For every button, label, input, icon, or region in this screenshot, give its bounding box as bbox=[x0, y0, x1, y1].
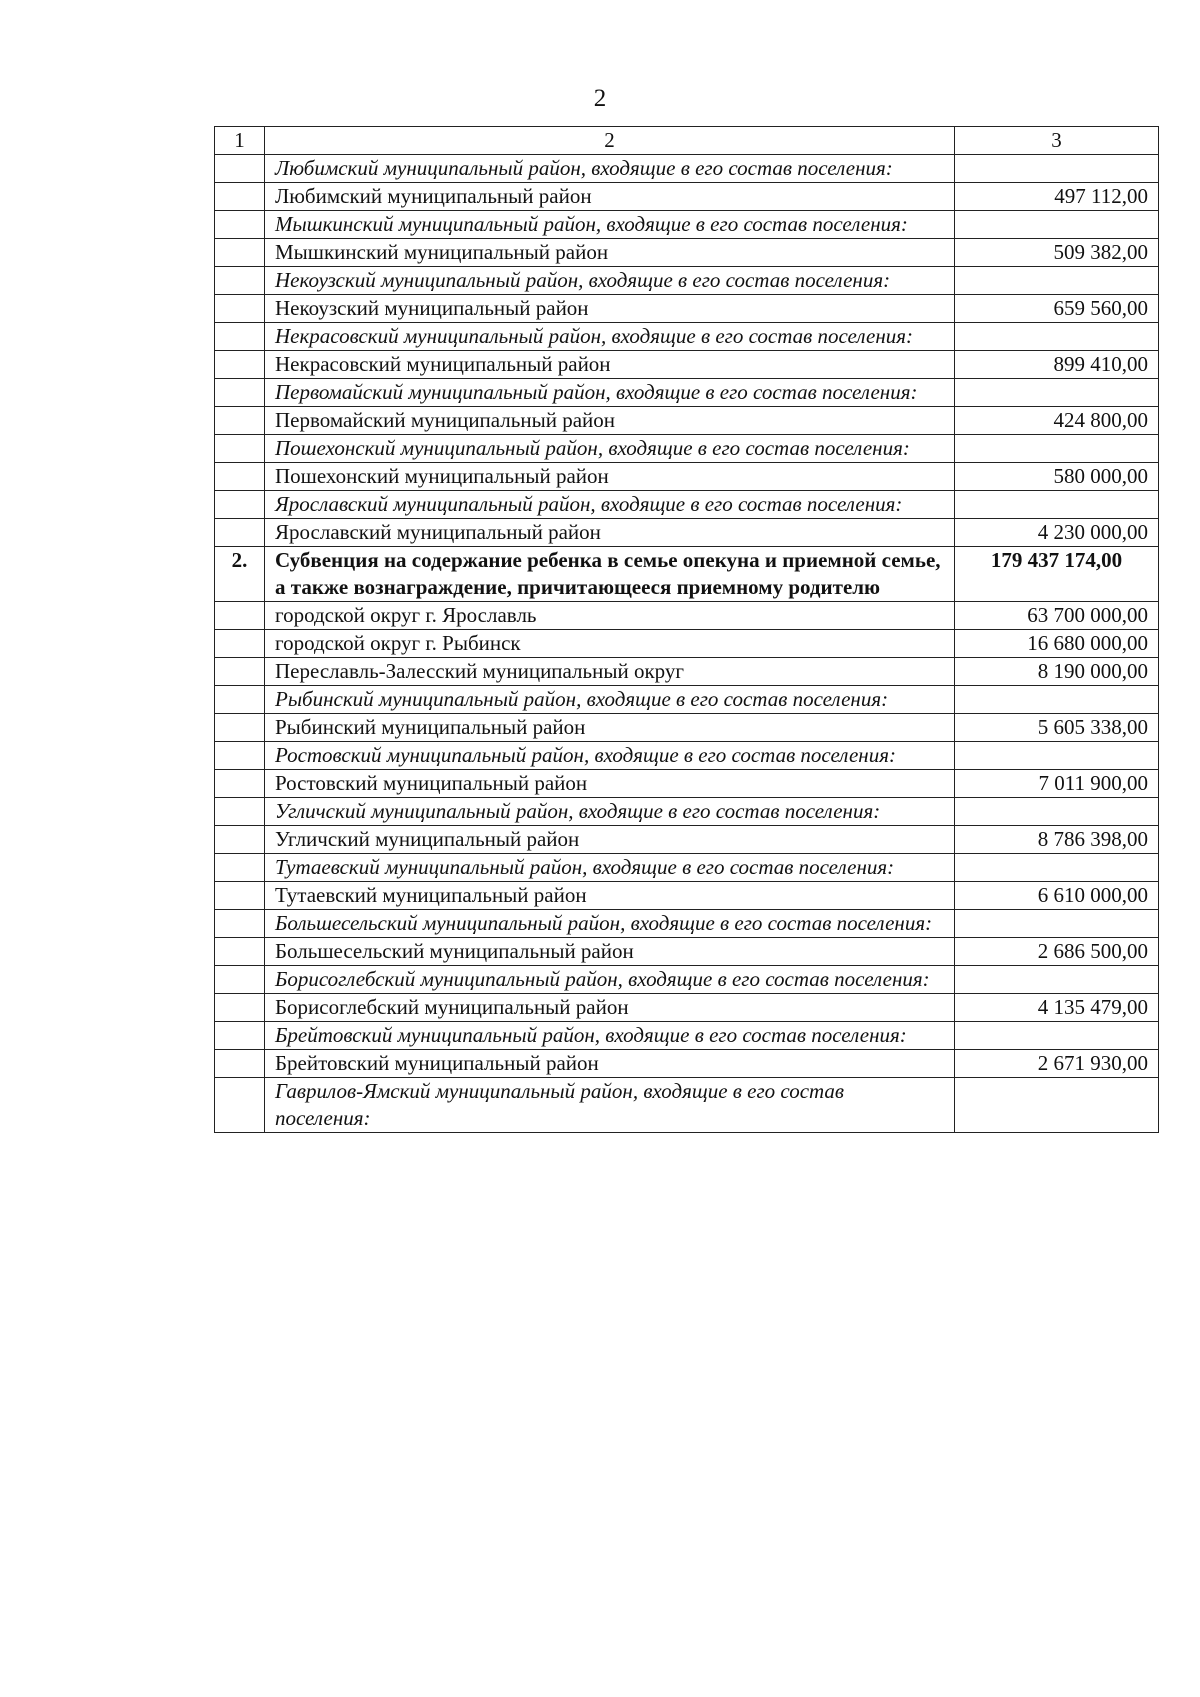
row-number-cell bbox=[215, 994, 265, 1022]
row-label: Некоузский муниципальный район, входящие в его состав поселения: bbox=[265, 267, 955, 295]
row-amount bbox=[955, 267, 1159, 295]
table-row bbox=[215, 686, 1159, 714]
row-amount: 16 680 000,00 bbox=[955, 630, 1159, 658]
row-amount: 8 786 398,00 bbox=[955, 826, 1159, 854]
row-label: Брейтовский муниципальный район, входящие в его состав поселения: bbox=[265, 1022, 955, 1050]
row-number-cell bbox=[215, 379, 265, 407]
row-label: Переславль-Залесский муниципальный округ bbox=[265, 658, 955, 686]
table-row bbox=[215, 351, 1159, 379]
row-number-cell bbox=[215, 742, 265, 770]
row-number-cell bbox=[215, 183, 265, 211]
row-number-cell bbox=[215, 686, 265, 714]
row-label: Любимский муниципальный район bbox=[265, 183, 955, 211]
row-number-cell bbox=[215, 714, 265, 742]
row-number-cell bbox=[215, 1050, 265, 1078]
row-label: Рыбинский муниципальный район bbox=[265, 714, 955, 742]
row-number-cell bbox=[215, 602, 265, 630]
row-number-cell bbox=[215, 854, 265, 882]
table-row bbox=[215, 630, 1159, 658]
table-row bbox=[215, 882, 1159, 910]
table-row bbox=[215, 966, 1159, 994]
row-amount: 580 000,00 bbox=[955, 463, 1159, 491]
header-col-3: 3 bbox=[955, 127, 1159, 155]
row-label: Тутаевский муниципальный район bbox=[265, 882, 955, 910]
row-number-cell bbox=[215, 910, 265, 938]
table-row bbox=[215, 1022, 1159, 1050]
header-row bbox=[215, 127, 1159, 155]
row-number-cell bbox=[215, 1022, 265, 1050]
row-amount bbox=[955, 1078, 1159, 1133]
row-number-cell bbox=[215, 239, 265, 267]
row-amount bbox=[955, 798, 1159, 826]
row-number-cell bbox=[215, 435, 265, 463]
row-label: Мышкинский муниципальный район bbox=[265, 239, 955, 267]
row-amount: 497 112,00 bbox=[955, 183, 1159, 211]
row-label: Первомайский муниципальный район bbox=[265, 407, 955, 435]
table-row bbox=[215, 798, 1159, 826]
row-number-cell bbox=[215, 295, 265, 323]
row-label: Любимский муниципальный район, входящие в его состав поселения: bbox=[265, 155, 955, 183]
table-row bbox=[215, 295, 1159, 323]
row-amount: 4 135 479,00 bbox=[955, 994, 1159, 1022]
table-row bbox=[215, 155, 1159, 183]
table-row bbox=[215, 826, 1159, 854]
row-number-cell bbox=[215, 211, 265, 239]
row-label: Пошехонский муниципальный район, входящие в его состав поселения: bbox=[265, 435, 955, 463]
table-row bbox=[215, 938, 1159, 966]
row-amount: 509 382,00 bbox=[955, 239, 1159, 267]
header-col-1: 1 bbox=[215, 127, 265, 155]
row-amount: 6 610 000,00 bbox=[955, 882, 1159, 910]
row-label: городской округ г. Рыбинск bbox=[265, 630, 955, 658]
table-row bbox=[215, 323, 1159, 351]
table-row bbox=[215, 379, 1159, 407]
row-label: Некоузский муниципальный район bbox=[265, 295, 955, 323]
row-amount bbox=[955, 435, 1159, 463]
row-label: Некрасовский муниципальный район bbox=[265, 351, 955, 379]
row-label: Гаврилов-Ямский муниципальный район, входящие в его состав поселения: bbox=[265, 1078, 955, 1133]
section-2-number: 2. bbox=[215, 547, 265, 602]
row-number-cell bbox=[215, 267, 265, 295]
row-label: Мышкинский муниципальный район, входящие в его состав поселения: bbox=[265, 211, 955, 239]
table-row bbox=[215, 602, 1159, 630]
table-row bbox=[215, 1078, 1159, 1133]
section-2-title: Субвенция на содержание ребенка в семье опекуна и приемной семье, а также вознаграждение, причитающееся приемному родителю bbox=[265, 547, 955, 602]
row-number-cell bbox=[215, 407, 265, 435]
section-2-total: 179 437 174,00 bbox=[955, 547, 1159, 602]
table-row bbox=[215, 491, 1159, 519]
row-label: Угличский муниципальный район, входящие в его состав поселения: bbox=[265, 798, 955, 826]
row-amount bbox=[955, 155, 1159, 183]
row-number-cell bbox=[215, 770, 265, 798]
row-number-cell bbox=[215, 658, 265, 686]
table-row bbox=[215, 714, 1159, 742]
row-amount bbox=[955, 854, 1159, 882]
row-amount: 899 410,00 bbox=[955, 351, 1159, 379]
table-row bbox=[215, 854, 1159, 882]
header-col-2: 2 bbox=[265, 127, 955, 155]
row-label: Рыбинский муниципальный район, входящие в его состав поселения: bbox=[265, 686, 955, 714]
row-label: городской округ г. Ярославль bbox=[265, 602, 955, 630]
row-amount: 5 605 338,00 bbox=[955, 714, 1159, 742]
row-label: Большесельский муниципальный район bbox=[265, 938, 955, 966]
row-number-cell bbox=[215, 491, 265, 519]
row-number-cell bbox=[215, 1078, 265, 1133]
row-amount bbox=[955, 1022, 1159, 1050]
row-label: Пошехонский муниципальный район bbox=[265, 463, 955, 491]
row-amount: 7 011 900,00 bbox=[955, 770, 1159, 798]
row-number-cell bbox=[215, 938, 265, 966]
row-label: Борисоглебский муниципальный район, входящие в его состав поселения: bbox=[265, 966, 955, 994]
table-row bbox=[215, 183, 1159, 211]
row-number-cell bbox=[215, 826, 265, 854]
row-label: Некрасовский муниципальный район, входящие в его состав поселения: bbox=[265, 323, 955, 351]
row-number-cell bbox=[215, 630, 265, 658]
table-row bbox=[215, 658, 1159, 686]
table-row bbox=[215, 770, 1159, 798]
table-row bbox=[215, 463, 1159, 491]
table-row bbox=[215, 1050, 1159, 1078]
table-row bbox=[215, 239, 1159, 267]
row-number-cell bbox=[215, 155, 265, 183]
section-2-title-row bbox=[215, 547, 1159, 602]
row-label: Ярославский муниципальный район, входящие в его состав поселения: bbox=[265, 491, 955, 519]
row-label: Брейтовский муниципальный район bbox=[265, 1050, 955, 1078]
row-label: Большесельский муниципальный район, входящие в его состав поселения: bbox=[265, 910, 955, 938]
table-row bbox=[215, 211, 1159, 239]
row-number-cell bbox=[215, 966, 265, 994]
table-row bbox=[215, 910, 1159, 938]
table-row bbox=[215, 519, 1159, 547]
row-amount: 2 671 930,00 bbox=[955, 1050, 1159, 1078]
row-amount bbox=[955, 491, 1159, 519]
row-amount: 8 190 000,00 bbox=[955, 658, 1159, 686]
row-number-cell bbox=[215, 351, 265, 379]
row-number-cell bbox=[215, 798, 265, 826]
subsidy-table bbox=[214, 126, 1159, 1133]
row-amount bbox=[955, 742, 1159, 770]
row-label: Первомайский муниципальный район, входящие в его состав поселения: bbox=[265, 379, 955, 407]
row-amount: 63 700 000,00 bbox=[955, 602, 1159, 630]
row-amount bbox=[955, 379, 1159, 407]
table-row bbox=[215, 435, 1159, 463]
table-body bbox=[215, 127, 1159, 1133]
row-amount: 4 230 000,00 bbox=[955, 519, 1159, 547]
page-number: 2 bbox=[593, 85, 607, 112]
row-amount: 659 560,00 bbox=[955, 295, 1159, 323]
table-row bbox=[215, 742, 1159, 770]
row-label: Борисоглебский муниципальный район bbox=[265, 994, 955, 1022]
table-row bbox=[215, 407, 1159, 435]
row-number-cell bbox=[215, 882, 265, 910]
row-label: Ярославский муниципальный район bbox=[265, 519, 955, 547]
row-amount bbox=[955, 323, 1159, 351]
row-amount bbox=[955, 686, 1159, 714]
row-label: Ростовский муниципальный район bbox=[265, 770, 955, 798]
row-label: Тутаевский муниципальный район, входящие в его состав поселения: bbox=[265, 854, 955, 882]
row-amount bbox=[955, 910, 1159, 938]
row-label: Угличский муниципальный район bbox=[265, 826, 955, 854]
table-row bbox=[215, 267, 1159, 295]
row-amount bbox=[955, 211, 1159, 239]
row-number-cell bbox=[215, 323, 265, 351]
table-row bbox=[215, 994, 1159, 1022]
row-amount bbox=[955, 966, 1159, 994]
row-number-cell bbox=[215, 463, 265, 491]
row-label: Ростовский муниципальный район, входящие в его состав поселения: bbox=[265, 742, 955, 770]
row-amount: 2 686 500,00 bbox=[955, 938, 1159, 966]
row-number-cell bbox=[215, 519, 265, 547]
row-amount: 424 800,00 bbox=[955, 407, 1159, 435]
